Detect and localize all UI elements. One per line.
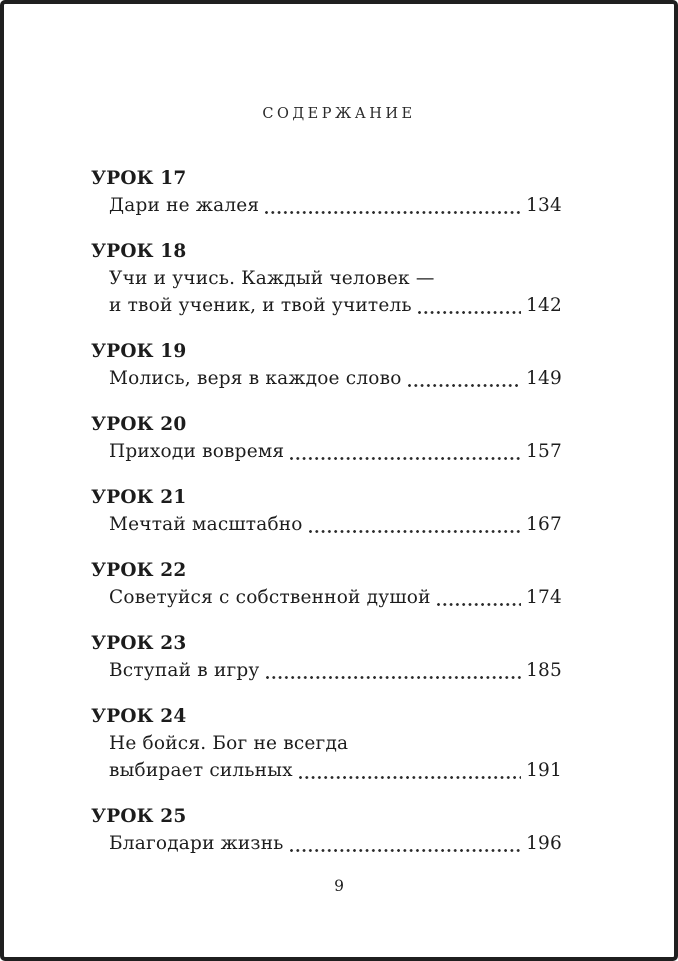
toc-entry-title-line bbox=[91, 830, 562, 857]
toc-entry-page-number: 174 bbox=[526, 587, 562, 608]
toc-entry-title: Приходи вовремя bbox=[109, 441, 285, 462]
toc-entry-page-number: 191 bbox=[526, 760, 562, 781]
toc-entry-title: Учи и учись. Каждый человек — bbox=[109, 268, 435, 289]
toc-entry-title: выбирает сильных bbox=[109, 760, 293, 781]
toc-entry-title-line bbox=[91, 511, 562, 538]
toc-entry-page-number: 167 bbox=[526, 514, 562, 535]
toc-entry-lesson: УРОК 21 bbox=[91, 487, 187, 508]
toc-entry-lesson: УРОК 19 bbox=[91, 341, 187, 362]
toc-entry-titles bbox=[91, 192, 562, 219]
toc-entry-page-number: 142 bbox=[526, 295, 562, 316]
toc-entry bbox=[91, 239, 562, 319]
dot-leader bbox=[408, 384, 521, 387]
toc-entry-page-number: 196 bbox=[526, 833, 562, 854]
toc-entry bbox=[91, 412, 562, 465]
toc-entry-titles bbox=[91, 438, 562, 465]
toc-entry-title: и твой ученик, и твой учитель bbox=[109, 295, 412, 316]
toc-entry-lesson: УРОК 24 bbox=[91, 706, 187, 727]
dot-leader bbox=[266, 676, 522, 679]
toc-entry bbox=[91, 704, 562, 784]
toc-entry-titles bbox=[91, 365, 562, 392]
toc-entry-lesson: УРОК 18 bbox=[91, 241, 187, 262]
dot-leader bbox=[299, 776, 521, 779]
dot-leader bbox=[309, 530, 521, 533]
toc-entry-title: Мечтай масштабно bbox=[109, 514, 303, 535]
toc-entry-title: Дари не жалея bbox=[109, 195, 260, 216]
dot-leader bbox=[437, 603, 521, 606]
toc-entry-title-line bbox=[91, 292, 562, 319]
toc-entry-title: Вступай в игру bbox=[109, 660, 260, 681]
toc-entry-title-line bbox=[91, 192, 562, 219]
toc-entry-titles bbox=[91, 584, 562, 611]
toc-entry-lesson: УРОК 23 bbox=[91, 633, 187, 654]
toc-entry-title-line bbox=[91, 757, 562, 784]
dot-leader bbox=[290, 849, 522, 852]
toc-entry bbox=[91, 485, 562, 538]
toc-entry-titles bbox=[91, 730, 562, 784]
toc-entry-titles bbox=[91, 265, 562, 319]
toc-entry-title-line bbox=[91, 730, 562, 757]
toc-entry-title-line bbox=[91, 584, 562, 611]
toc-entry-title: Благодари жизнь bbox=[109, 833, 284, 854]
toc-entry-lesson: УРОК 20 bbox=[91, 414, 187, 435]
toc-entry-page-number: 134 bbox=[526, 195, 562, 216]
toc-entry bbox=[91, 339, 562, 392]
toc-entry-titles bbox=[91, 830, 562, 857]
toc-entry bbox=[91, 804, 562, 857]
dot-leader bbox=[265, 211, 521, 214]
toc-entry-title-line bbox=[91, 265, 562, 292]
dot-leader bbox=[290, 457, 521, 460]
toc-entry-title: Молись, веря в каждое слово bbox=[109, 368, 402, 389]
toc-entry bbox=[91, 631, 562, 684]
toc-entry-lesson: УРОК 25 bbox=[91, 806, 187, 827]
toc-entry-titles bbox=[91, 511, 562, 538]
toc-entry-title: Советуйся с собственной душой bbox=[109, 587, 431, 608]
folio-page-number: 9 bbox=[334, 877, 344, 895]
toc-entry bbox=[91, 558, 562, 611]
toc-entry-lesson: УРОК 22 bbox=[91, 560, 187, 581]
toc-entry-title-line bbox=[91, 657, 562, 684]
toc-entry-title: Не бойся. Бог не всегда bbox=[109, 733, 349, 754]
toc-entry-page-number: 157 bbox=[526, 441, 562, 462]
toc-list bbox=[4, 166, 674, 857]
toc-entry-title-line bbox=[91, 365, 562, 392]
toc-entry-title-line bbox=[91, 438, 562, 465]
toc-entry-page-number: 149 bbox=[526, 368, 562, 389]
toc-heading: СОДЕРЖАНИЕ bbox=[262, 106, 416, 122]
toc-entry-titles bbox=[91, 657, 562, 684]
toc-entry-lesson: УРОК 17 bbox=[91, 168, 187, 189]
dot-leader bbox=[418, 311, 521, 314]
toc-entry-page-number: 185 bbox=[526, 660, 562, 681]
toc-entry bbox=[91, 166, 562, 219]
